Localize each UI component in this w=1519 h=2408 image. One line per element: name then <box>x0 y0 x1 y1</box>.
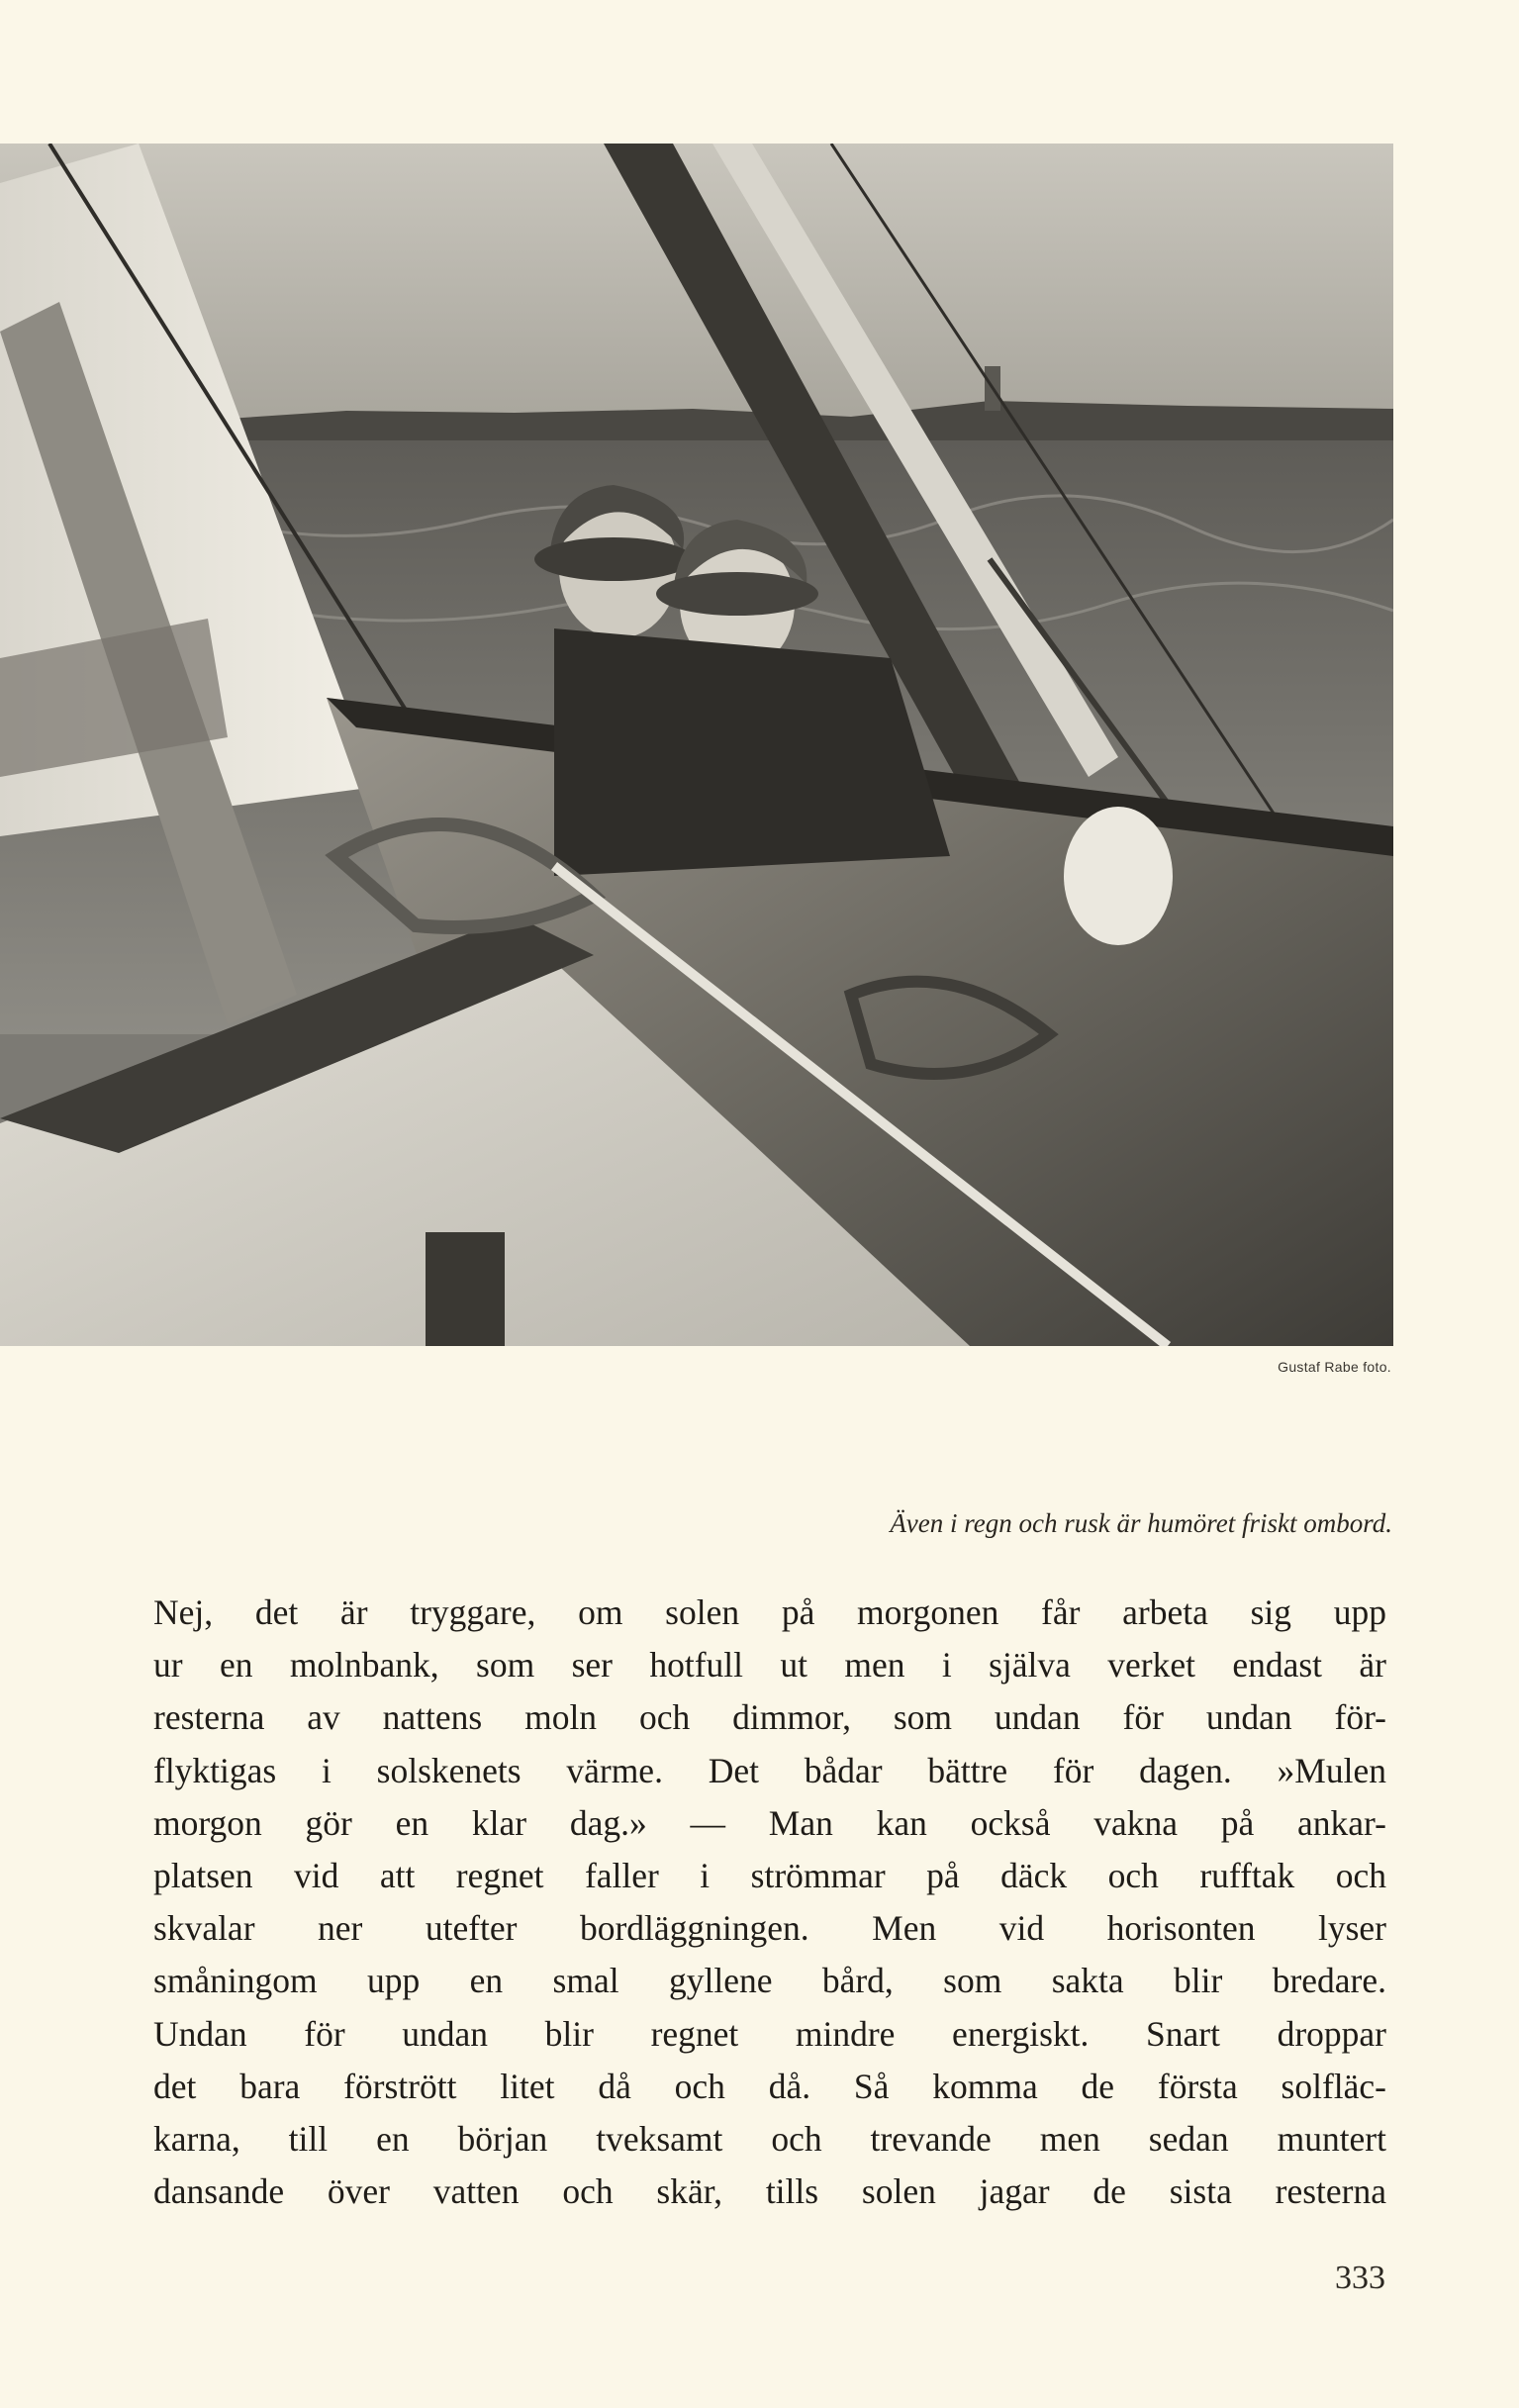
text-line: Nej, det är tryggare, om solen på morgonen får arbeta sig upp <box>153 1592 1386 1632</box>
text-line: det bara förstrött litet då och då. Så komma de första solfläc- <box>153 2066 1386 2106</box>
body-paragraph <box>153 1587 1386 2218</box>
text-line: platsen vid att regnet faller i strömmar på däck och rufftak och <box>153 1855 1386 1895</box>
text-line: flyktigas i solskenets värme. Det bådar bättre för dagen. »Mulen <box>153 1750 1386 1790</box>
text-line: ur en molnbank, som ser hotfull ut men i själva verket endast är <box>153 1645 1386 1686</box>
page-number: 333 <box>1335 2260 1385 2296</box>
text-line: morgon gör en klar dag.» — Man kan också vakna på ankar- <box>153 1802 1386 1843</box>
text-line: resterna av nattens moln och dimmor, som undan för undan för- <box>153 1697 1386 1738</box>
text-line: dansande över vatten och skär, tills solen jagar de sista resterna <box>153 2171 1386 2212</box>
sailing-photograph <box>0 144 1393 1346</box>
photo-caption: Även i regn och rusk är humöret friskt ombord. <box>890 1508 1392 1538</box>
text-line: skvalar ner utefter bordläggningen. Men vid horisonten lyser <box>153 1908 1386 1949</box>
text-line: småningom upp en smal gyllene bård, som sakta blir bredare. <box>153 1961 1386 2001</box>
photo-credit: Gustaf Rabe foto. <box>1278 1359 1391 1375</box>
text-line: karna, till en början tveksamt och trevande men sedan muntert <box>153 2118 1386 2159</box>
text-line: Undan för undan blir regnet mindre energiskt. Snart droppar <box>153 2013 1386 2054</box>
photo-illustration <box>0 144 1393 1346</box>
